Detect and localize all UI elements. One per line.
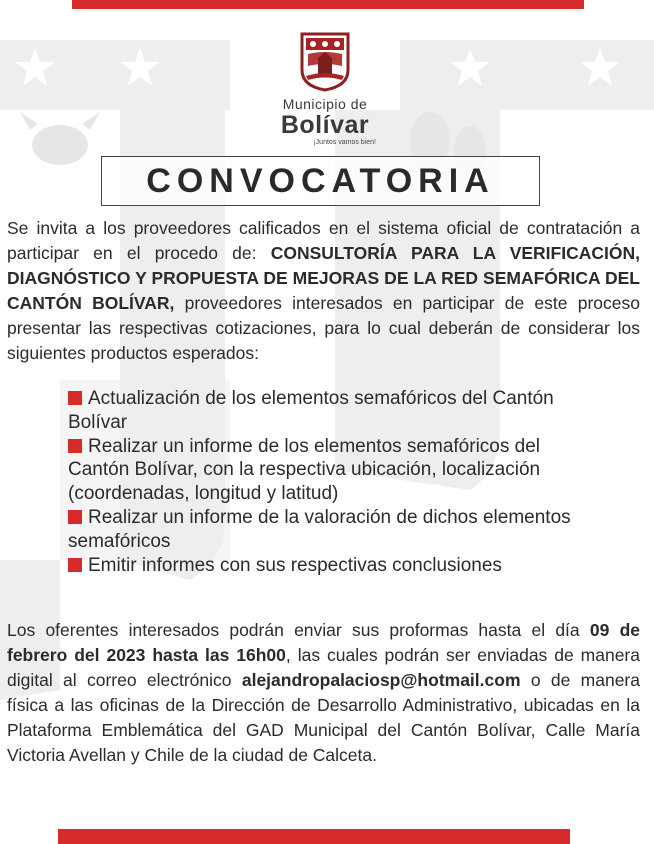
municipality-logo: [270, 30, 380, 147]
list-item-text: Realizar un informe de la valoración de dichos elementos semafóricos: [68, 506, 571, 552]
list-item-text: Realizar un informe de los elementos semafóricos del Cantón Bolívar, con la respectiva ubicación, localización (coordenadas, longitud y latitud): [68, 435, 541, 505]
bullet-square-icon: [68, 439, 82, 453]
intro-text-2: proveedores interesados en participar de este proceso presentar las respectivas cotizaciones, para lo cual deberán de considerar los siguientes productos esperados:: [7, 293, 640, 363]
bottom-red-bar: [58, 829, 570, 844]
page-title: CONVOCATORIA: [146, 161, 495, 200]
intro-highlight: CONSULTORÍA PARA LA VERIFICACIÓN, DIAGNÓSTICO Y PROPUESTA DE MEJORAS DE LA RED SEMAFÓRICA DEL CANTÓN BOLÍVAR,: [7, 243, 640, 313]
logo-line-2: Bolívar: [280, 111, 370, 139]
top-red-bar: [72, 0, 584, 9]
logo-line-1: Municipio de: [282, 96, 368, 112]
logo-slogan: ¡Juntos vamos bien!: [313, 139, 376, 146]
outro-text-2: , las cuales podrán ser enviadas de manera digital al correo electrónico: [7, 645, 640, 690]
bullet-square-icon: [68, 558, 82, 572]
list-item-text: Emitir informes con sus respectivas conclusiones: [88, 554, 502, 576]
list-item-text: Actualización de los elementos semafóricos del Cantón Bolívar: [68, 388, 554, 433]
list-item: [68, 554, 588, 578]
outro-text-3: o de manera física a las oficinas de la Dirección de Desarrollo Administrativo, ubicadas en la Plataforma Emblemática del GAD Municipal del Cantón Bolívar, Calle María Victoria Avellan y Chile de la ciudad de Calceta.: [7, 670, 640, 765]
list-item: [68, 435, 588, 506]
contact-email: alejandropalaciosp@hotmail.com: [241, 670, 521, 690]
coat-of-arms-icon: [298, 30, 352, 92]
closing-paragraph: [7, 618, 640, 768]
intro-text-1: Se invita a los proveedores calificados en el sistema oficial de contratación a participar en el procedo de:: [7, 218, 640, 263]
bullet-square-icon: [68, 510, 82, 524]
products-list: [68, 387, 588, 577]
bullet-square-icon: [68, 391, 82, 405]
list-item: [68, 506, 588, 554]
list-item: [68, 387, 588, 435]
title-box: [101, 156, 540, 206]
deadline-text: 09 de febrero del 2023 hasta las 16h00: [7, 620, 640, 665]
outro-text-1: Los oferentes interesados podrán enviar sus proformas hasta el día: [7, 620, 590, 640]
intro-paragraph: [7, 216, 640, 366]
